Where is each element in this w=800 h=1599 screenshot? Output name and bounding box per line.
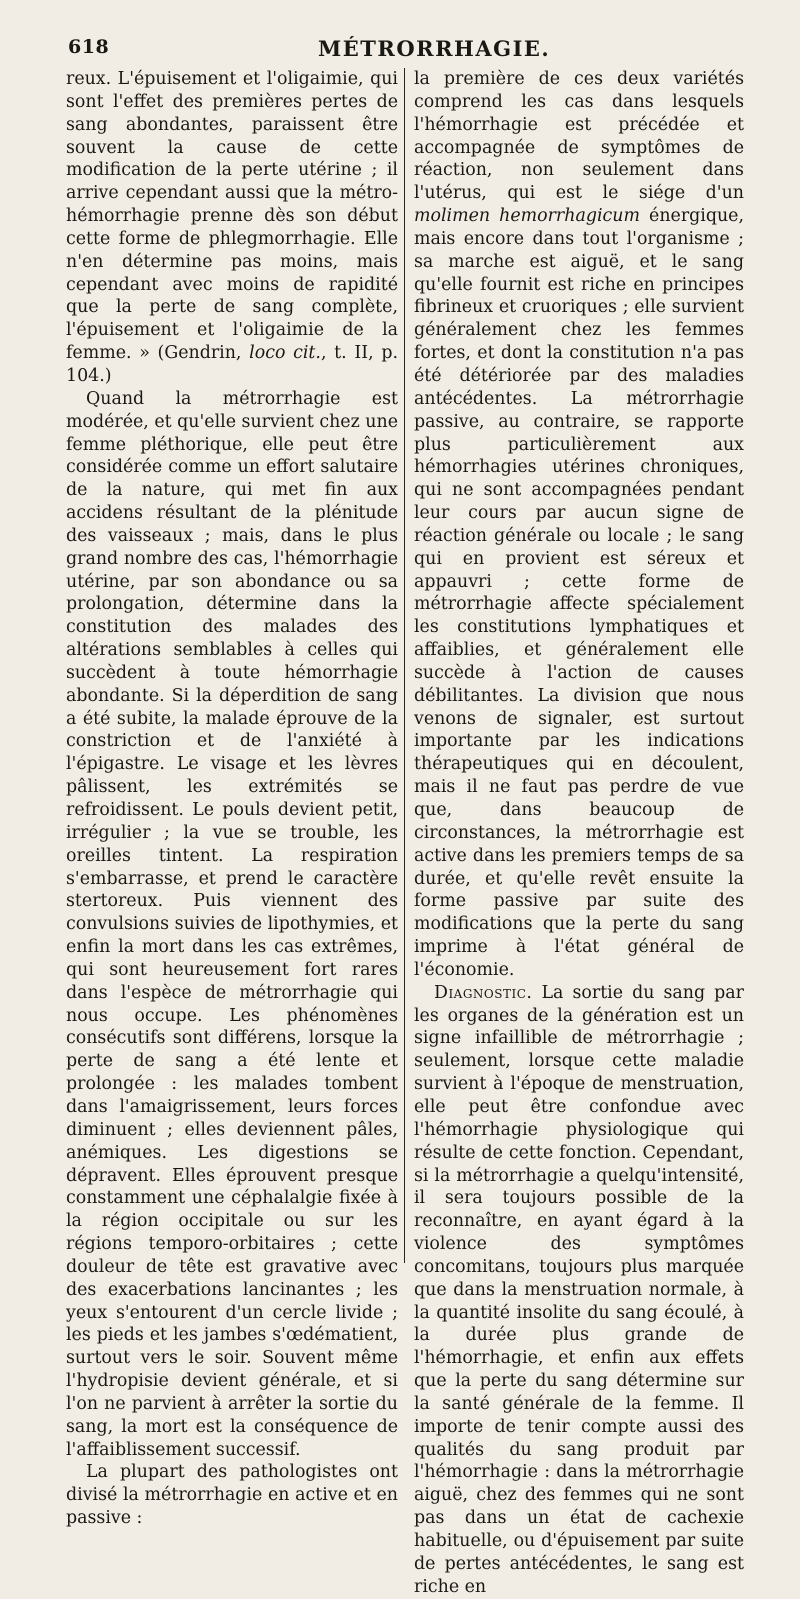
column-divider: [404, 68, 405, 1263]
right-paragraph-2: [414, 982, 744, 1599]
right-p2-text: La sortie du sang par les organes de la génération est un signe infaillible de métrorrhagie ; seulement, lorsque cette maladie survient à l'époque de menstruation, elle peut être confondue avec l'hémorrhagie physiologique qui résulte de cette fonction. Cependant, si la métrorrhagie a quelqu'intensité, il sera toujours possible de la reconnaître, en ayant égard à la violence des symptômes concomitans, toujours plus marquée que dans la menstruation normale, à la quantité insolite du sang écoulé, à la durée plus grande de l'hémorrhagie, et enfin aux effets que la perte du sang détermine sur la santé générale de la femme. Il importe de tenir compte aussi des qualités du sang produit par l'hémorrhagie : dans la métrorrhagie aiguë, chez des femmes qui ne sont pas dans un état de cachexie habituelle, ou d'épuisement par suite de pertes antécédentes, le sang est riche en: [414, 982, 744, 1597]
right-column: [414, 68, 744, 1597]
right-p1-molimen: molimen hemorrhagicum: [414, 206, 640, 227]
left-p1-text: reux. L'épuisement et l'oligaimie, qui sont l'effet des premières pertes de sang abondantes, paraissent être souvent la cause de cette modification de la perte utérine ; il arrive cependant aussi que la métro-hémorrhagie prenne dès son début cette forme de phlegmorrhagie. Elle n'en détermine pas moins, mais cependant avec moins de rapidité que la perte de sang complète, l'épuisement et l'oligaimie de la femme. » (Gendrin,: [66, 69, 398, 364]
left-paragraph-2: Quand la métrorrhagie est modérée, et qu'elle survient chez une femme pléthorique, elle peut être considérée comme un effort salutaire de la nature, qui met fin aux accidens résultant de la plénitude des vaisseaux ; mais, dans le plus grand nombre des cas, l'hémorrhagie utérine, par son abondance ou sa prolongation, détermine dans la constitution des malades des altérations semblables à celles qui succèdent à toute hémorrhagie abondante. Si la déperdition de sang a été subite, la malade éprouve de la constriction et de l'anxiété à l'épigastre. Le visage et les lèvres pâlissent, les extrémités se refroidissent. Le pouls devient petit, irrégulier ; la vue se trouble, les oreilles tintent. La respiration s'embarrasse, et prend le caractère stertoreux. Puis viennent des convulsions suivies de lipothymies, et enfin la mort dans les cas extrêmes, qui sont heureusement fort rares dans l'espèce de métrorrhagie qui nous occupe. Les phénomènes consécutifs sont différens, lorsque la perte de sang a été lente et prolongée : les malades tombent dans l'amaigrissement, leurs forces diminuent ; elles deviennent pâles, anémiques. Les digestions se dépravent. Elles éprouvent presque constamment une céphalalgie fixée à la région occipitale ou sur les régions temporo-orbitaires ; cette douleur de tête est gravative avec des exacerbations lancinantes ; les yeux s'entourent d'un cercle livide ; les pieds et les jambes s'œdématient, surtout vers le soir. Souvent même l'hydropisie devient générale, et si l'on ne parvient à arrêter la sortie du sang, la mort est la conséquence de l'affaiblissement successif.: [66, 388, 398, 1460]
right-p1-text-b: énergique, mais encore dans tout l'organisme ; sa marche est aiguë, et le sang qu'elle fournit est riche en principes fibrineux et cruoriques ; elle survient généralement chez les femmes fortes, et dont la constitution n'a pas été détériorée par des maladies antécédentes. La métrorrhagie passive, au contraire, se rapporte plus particulièrement aux hémorrhagies utérines chroniques, qui ne sont accompagnées pendant leur cours par aucun signe de réaction générale ou locale ; le sang qui en provient est séreux et appauvri ; cette forme de métrorrhagie affecte spécialement les constitutions lymphatiques et affaiblies, et généralement elle succède à l'action de causes débilitantes. La division que nous venons de signaler, est surtout importante par les indications thérapeutiques qui en découlent, mais il ne faut pas perdre de vue que, dans beaucoup de circonstances, la métrorrhagie est active dans les premiers temps de sa durée, et qu'elle revêt ensuite la forme passive par suite des modifications que la perte du sang imprime à l'état général de l'économie.: [414, 206, 744, 980]
page-number: 618: [68, 36, 110, 58]
diagnostic-heading: Diagnostic.: [434, 982, 533, 1003]
running-title: MÉTRORRHAGIE.: [318, 36, 551, 61]
left-p1-loco-cit: loco cit.: [249, 343, 321, 364]
left-paragraph-1: [66, 68, 398, 388]
left-column: [66, 68, 398, 1529]
left-p1-reference: , t. II, p. 104.): [66, 343, 398, 386]
left-paragraph-3: La plupart des pathologistes ont divisé la métrorrhagie en active et en passive :: [66, 1462, 398, 1529]
right-p1-text-a: la première de ces deux variétés comprend les cas dans lesquels l'hémorrhagie est précédée et accompagnée de symptômes de réaction, non seulement dans l'utérus, qui est le siége d'un: [414, 69, 744, 204]
page-header: [68, 36, 758, 68]
right-paragraph-1: [414, 68, 744, 982]
